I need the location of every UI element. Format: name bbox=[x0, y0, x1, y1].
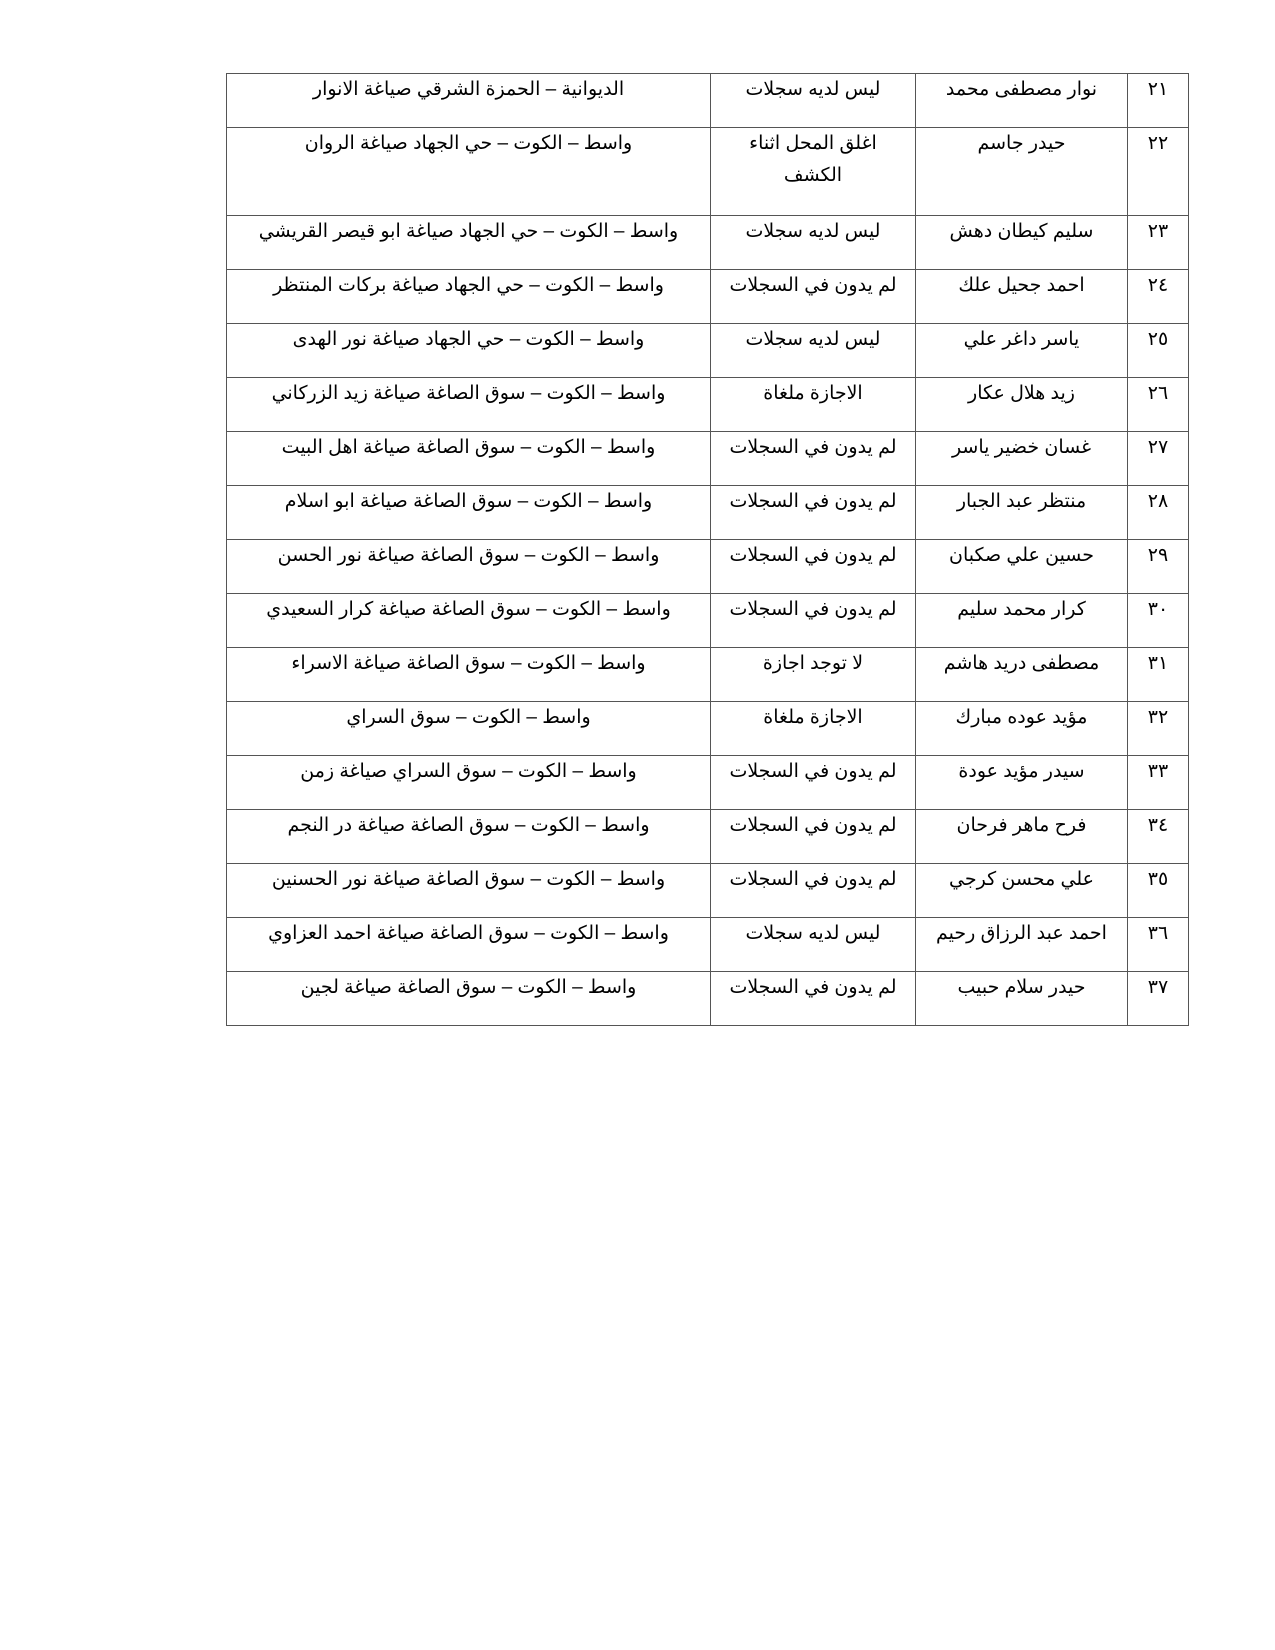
status-cell: لم يدون في السجلات bbox=[711, 540, 916, 594]
row-number-cell: ٢٩ bbox=[1128, 540, 1189, 594]
row-number-cell: ٣٤ bbox=[1128, 810, 1189, 864]
address-cell: الديوانية – الحمزة الشرقي صياغة الانوار bbox=[227, 74, 711, 128]
status-cell: لم يدون في السجلات bbox=[711, 756, 916, 810]
row-number-cell: ٢٨ bbox=[1128, 486, 1189, 540]
status-cell: لم يدون في السجلات bbox=[711, 432, 916, 486]
table-row bbox=[227, 378, 1189, 432]
name-cell: كرار محمد سليم bbox=[916, 594, 1128, 648]
status-cell: لم يدون في السجلات bbox=[711, 486, 916, 540]
table-row bbox=[227, 756, 1189, 810]
table-row bbox=[227, 594, 1189, 648]
address-cell: واسط – الكوت – سوق الصاغة صياغة لجين bbox=[227, 972, 711, 1026]
table-row bbox=[227, 540, 1189, 594]
address-cell: واسط – الكوت – سوق الصاغة صياغة الاسراء bbox=[227, 648, 711, 702]
table-row bbox=[227, 702, 1189, 756]
name-cell: فرح ماهر فرحان bbox=[916, 810, 1128, 864]
status-cell: ليس لديه سجلات bbox=[711, 74, 916, 128]
name-cell: نوار مصطفى محمد bbox=[916, 74, 1128, 128]
status-cell: اغلق المحل اثناء الكشف bbox=[711, 128, 916, 216]
table-row bbox=[227, 270, 1189, 324]
name-cell: حيدر جاسم bbox=[916, 128, 1128, 216]
address-cell: واسط – الكوت – سوق الصاغة صياغة نور الحسن bbox=[227, 540, 711, 594]
row-number-cell: ٢١ bbox=[1128, 74, 1189, 128]
table-row bbox=[227, 432, 1189, 486]
row-number-cell: ٣٣ bbox=[1128, 756, 1189, 810]
table-row bbox=[227, 74, 1189, 128]
table-row bbox=[227, 128, 1189, 216]
row-number-cell: ٣٢ bbox=[1128, 702, 1189, 756]
row-number-cell: ٢٢ bbox=[1128, 128, 1189, 216]
address-cell: واسط – الكوت – سوق السراي صياغة زمن bbox=[227, 756, 711, 810]
address-cell: واسط – الكوت – سوق الصاغة صياغة كرار السعيدي bbox=[227, 594, 711, 648]
address-cell: واسط – الكوت – حي الجهاد صياغة نور الهدى bbox=[227, 324, 711, 378]
row-number-cell: ٣٠ bbox=[1128, 594, 1189, 648]
address-cell: واسط – الكوت – سوق السراي bbox=[227, 702, 711, 756]
address-cell: واسط – الكوت – سوق الصاغة صياغة اهل البيت bbox=[227, 432, 711, 486]
name-cell: حيدر سلام حبيب bbox=[916, 972, 1128, 1026]
status-cell: لم يدون في السجلات bbox=[711, 864, 916, 918]
name-cell: حسين علي صكبان bbox=[916, 540, 1128, 594]
status-cell: ليس لديه سجلات bbox=[711, 324, 916, 378]
name-cell: احمد جحيل علك bbox=[916, 270, 1128, 324]
name-cell: غسان خضير ياسر bbox=[916, 432, 1128, 486]
status-cell: لم يدون في السجلات bbox=[711, 270, 916, 324]
name-cell: سليم كيطان دهش bbox=[916, 216, 1128, 270]
table-row bbox=[227, 648, 1189, 702]
status-cell: لم يدون في السجلات bbox=[711, 594, 916, 648]
address-cell: واسط – الكوت – حي الجهاد صياغة الروان bbox=[227, 128, 711, 216]
name-cell: زيد هلال عكار bbox=[916, 378, 1128, 432]
address-cell: واسط – الكوت – سوق الصاغة صياغة ابو اسلام bbox=[227, 486, 711, 540]
table-row bbox=[227, 864, 1189, 918]
row-number-cell: ٣١ bbox=[1128, 648, 1189, 702]
address-cell: واسط – الكوت – حي الجهاد صياغة بركات المنتظر bbox=[227, 270, 711, 324]
table-row bbox=[227, 810, 1189, 864]
address-cell: واسط – الكوت – سوق الصاغة صياغة نور الحسنين bbox=[227, 864, 711, 918]
row-number-cell: ٣٧ bbox=[1128, 972, 1189, 1026]
address-cell: واسط – الكوت – حي الجهاد صياغة ابو قيصر القريشي bbox=[227, 216, 711, 270]
row-number-cell: ٣٥ bbox=[1128, 864, 1189, 918]
table-row bbox=[227, 486, 1189, 540]
table-row bbox=[227, 216, 1189, 270]
row-number-cell: ٢٦ bbox=[1128, 378, 1189, 432]
name-cell: احمد عبد الرزاق رحيم bbox=[916, 918, 1128, 972]
name-cell: مؤيد عوده مبارك bbox=[916, 702, 1128, 756]
row-number-cell: ٢٧ bbox=[1128, 432, 1189, 486]
row-number-cell: ٢٤ bbox=[1128, 270, 1189, 324]
row-number-cell: ٢٥ bbox=[1128, 324, 1189, 378]
status-cell: لم يدون في السجلات bbox=[711, 972, 916, 1026]
row-number-cell: ٣٦ bbox=[1128, 918, 1189, 972]
table-row bbox=[227, 324, 1189, 378]
table-row bbox=[227, 972, 1189, 1026]
status-cell: لم يدون في السجلات bbox=[711, 810, 916, 864]
status-cell: لا توجد اجازة bbox=[711, 648, 916, 702]
name-cell: منتظر عبد الجبار bbox=[916, 486, 1128, 540]
address-cell: واسط – الكوت – سوق الصاغة صياغة زيد الزركاني bbox=[227, 378, 711, 432]
name-cell: سيدر مؤيد عودة bbox=[916, 756, 1128, 810]
status-cell: ليس لديه سجلات bbox=[711, 216, 916, 270]
status-cell: الاجازة ملغاة bbox=[711, 378, 916, 432]
address-cell: واسط – الكوت – سوق الصاغة صياغة احمد العزاوي bbox=[227, 918, 711, 972]
table-row bbox=[227, 918, 1189, 972]
row-number-cell: ٢٣ bbox=[1128, 216, 1189, 270]
name-cell: مصطفى دريد هاشم bbox=[916, 648, 1128, 702]
name-cell: علي محسن كرجي bbox=[916, 864, 1128, 918]
records-table bbox=[226, 73, 1189, 1026]
address-cell: واسط – الكوت – سوق الصاغة صياغة در النجم bbox=[227, 810, 711, 864]
name-cell: ياسر داغر علي bbox=[916, 324, 1128, 378]
status-cell: الاجازة ملغاة bbox=[711, 702, 916, 756]
status-cell: ليس لديه سجلات bbox=[711, 918, 916, 972]
